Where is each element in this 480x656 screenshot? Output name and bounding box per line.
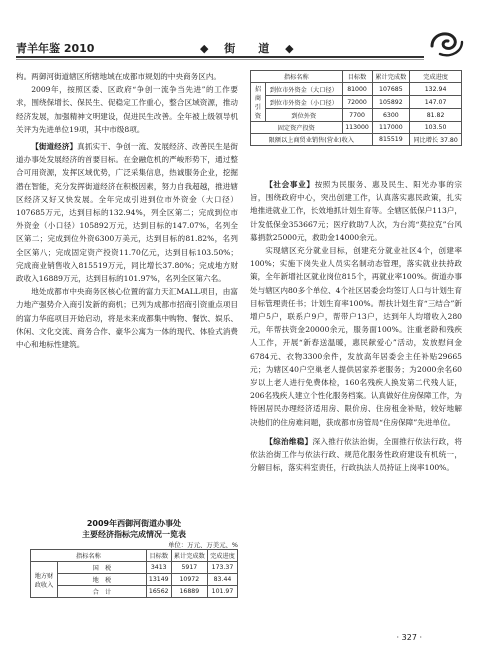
section-heading-social: 【社会事业】 — [265, 180, 315, 189]
cell-target: 16562 — [146, 586, 171, 598]
table-row — [251, 83, 462, 96]
section-heading-stability: 【综治维稳】 — [265, 436, 313, 446]
right-column — [250, 178, 462, 474]
cell-rate: 同比增长 37.80 — [410, 134, 462, 146]
cell-rate: 83.44 — [207, 574, 237, 586]
table-header-row — [251, 71, 462, 83]
group-cell: 地方财政收入 — [31, 562, 58, 598]
cell-target: 13149 — [146, 574, 171, 586]
th-rate: 完成进度 — [410, 71, 462, 83]
cell-done: 105892 — [372, 96, 410, 109]
left-column — [16, 70, 238, 351]
paragraph-stability — [250, 435, 462, 475]
th-done: 累计完成数 — [171, 550, 207, 562]
cell-done: 117000 — [372, 122, 410, 134]
header-rule — [16, 56, 424, 58]
header-rule-thin — [16, 59, 424, 60]
paragraph-employment: 实现辖区充分就业目标，创建充分就业社区4个，创建率100%；实施下岗失业人员实名制动态管理，落实就业扶持政策，全年新增社区就业岗位815个，再就业率100%。街道办事处与辖区内80多个单位、4个社区居委会均签订人口与计划生育目标管理责任书；计划生育率100%。帮扶计划生育“三结合”新增户5户，联系户9户，帮带户13户，达到年人均增收入280元，年帮扶资金20000余元，服务面100%。注重老龄和残疾人工作，开展“新春送温暖，惠民献爱心”活动，发放慰问金6784元、衣物3300余件，发放高年居委会主任补贴29665元；为辖区40户空巢老人提供居家养老服务；为2000余名60岁以上老人进行免费体检，160名残疾人换发第二代残人证，206名残疾人建立个性化服务档案。认真做好住房保障工作，为特困居民办理经济适用房、限价房、住房租金补贴，较好地解决他们的住房难问题，获成都市房管局“住房保障”先进单位。 — [250, 246, 462, 427]
table-header-row — [31, 550, 238, 562]
th-target: 目标数 — [342, 71, 372, 83]
table-row — [251, 134, 462, 146]
cell-name: 固定资产投资 — [251, 122, 343, 134]
cell-name: 限额以上商贸业销售(营业)收入 — [251, 134, 373, 146]
th-target: 目标数 — [146, 550, 171, 562]
cell-rate: 147.07 — [410, 96, 462, 109]
cell-name: 合 计 — [58, 586, 147, 598]
paragraph-social — [250, 178, 462, 244]
economic-indicators-table — [30, 549, 238, 598]
section-title: ◆ 街 道 ◆ — [200, 42, 300, 55]
table-title-line1: 2009年西御河街道办事处 — [86, 519, 182, 528]
table-unit: 单位：万元、万美元、% — [168, 541, 238, 549]
cell-rate: 132.94 — [410, 83, 462, 96]
cell-name: 地 税 — [58, 574, 147, 586]
table-row — [31, 574, 238, 586]
table-row — [251, 109, 462, 122]
cell-target: 72000 — [342, 96, 372, 109]
group-cell: 招商引资 — [251, 83, 266, 122]
cell-target: 7700 — [342, 109, 372, 122]
table-row — [251, 122, 462, 134]
cell-target: 113000 — [342, 122, 372, 134]
paragraph-economy — [16, 140, 238, 285]
stability-text: 深入推行依法治街，全面推行依法行政，将依法治街工作与依法行政、规范化服务性政府建设有机统一，分解目标，落实科室责任，行政执法人员持证上岗率100%。 — [250, 436, 463, 473]
cell-done: 5917 — [171, 562, 207, 574]
cell-rate: 103.50 — [410, 122, 462, 134]
page-header — [0, 0, 480, 56]
left-table-block — [30, 518, 238, 598]
th-item: 指标名称 — [31, 550, 147, 562]
table-title-line2: 主要经济指标完成情况一览表 — [82, 530, 186, 539]
cell-done: 815519 — [372, 134, 410, 146]
cell-name: 国 税 — [58, 562, 147, 574]
table-row — [31, 586, 238, 598]
th-rate: 完成进度 — [207, 550, 237, 562]
journal-title: 青羊年鉴 2010 — [16, 42, 95, 55]
cell-rate: 81.82 — [410, 109, 462, 122]
cell-target: 81000 — [342, 83, 372, 96]
paragraph-intro: 构。两御河街道辖区所辖地域在成都市规划的中央商务区内。 — [16, 72, 222, 81]
cell-done: 6300 — [372, 109, 410, 122]
economy-text: 真抓实干、争创一流、发展经济、改善民生是街道办事处发展经济的首要目标。在金融危机的严峻形势下，通过整合可用资源，发挥区域优势，广泛采集信息，热诚服务企业，挖掘潜在智能，充分发挥街道经济在积极因素，努力自我超越，推进辖区经济又好又快发展。全年完成引进到位市外资金（大口径）107685万元，达到目标的132.94%，列全区第二；完成到位市外资金（小口径）105892万元，达到目标的147.07%，名列全区第二；完成到位外资6300万美元，达到目标的81.82%，名列全区第八；完成固定资产投资11.70亿元，达到目标103.50%；完成商业销售收入815519万元，同比增长37.80%；完成地方财政收入16889万元，达到目标的101.97%，名列全区第六名。 — [16, 142, 239, 284]
table-row — [251, 96, 462, 109]
paragraph-summary: 2009年，按照区委、区政府“争创一流争当先进”的工作要求，围绕保增长、保民生、促稳定工作重心，整合区域资源，推动经济发展，加强精神文明建设，促进民生改善。全年被上级领导机关评为先进单位19项，其中市级8项。 — [16, 85, 238, 134]
cell-target: 3413 — [146, 562, 171, 574]
investment-indicators-table — [250, 70, 462, 146]
cell-rate: 101.97 — [207, 586, 237, 598]
table-row — [31, 562, 238, 574]
th-done: 累计完成数 — [372, 71, 410, 83]
cell-name: 到位市外资金（小口径） — [266, 96, 343, 109]
paragraph-projects: 地处成都市中央商务区核心位置的富力天汇MALL项目，由富力地产强势介入商引发新的商机；已列为成都市招商引资重点项目的富力华庭项目开始启动，将是未来成都集中购物、餐饮、娱乐、休闲、文化交流、商务合作、豪华公寓为一体的现代、体验式消费中心和地标性建筑。 — [16, 287, 238, 350]
social-text: 按照为民服务、惠及民生、阳光办事的宗旨，围绕政府中心，突出创建工作，认真落实惠民政策，扎实地推进就业工作，长效地抓计划生育等。全辖区低保户113户，计发低保金353667元；医疗救助7人次，为台湾“莫拉克”台风募捐款25000元，救助金14000余元。 — [250, 180, 463, 242]
section-heading-economy: 【街道经济】 — [31, 142, 78, 152]
cell-done: 107685 — [372, 83, 410, 96]
cell-rate: 173.37 — [207, 562, 237, 574]
cell-done: 10972 — [171, 574, 207, 586]
cell-name: 到位外资 — [266, 109, 343, 122]
th-item: 指标名称 — [251, 71, 343, 83]
swirl-logo-icon — [426, 26, 466, 60]
page-number: · 327 · — [396, 633, 422, 642]
cell-name: 到位市外资金（大口径） — [266, 83, 343, 96]
cell-done: 16889 — [171, 586, 207, 598]
